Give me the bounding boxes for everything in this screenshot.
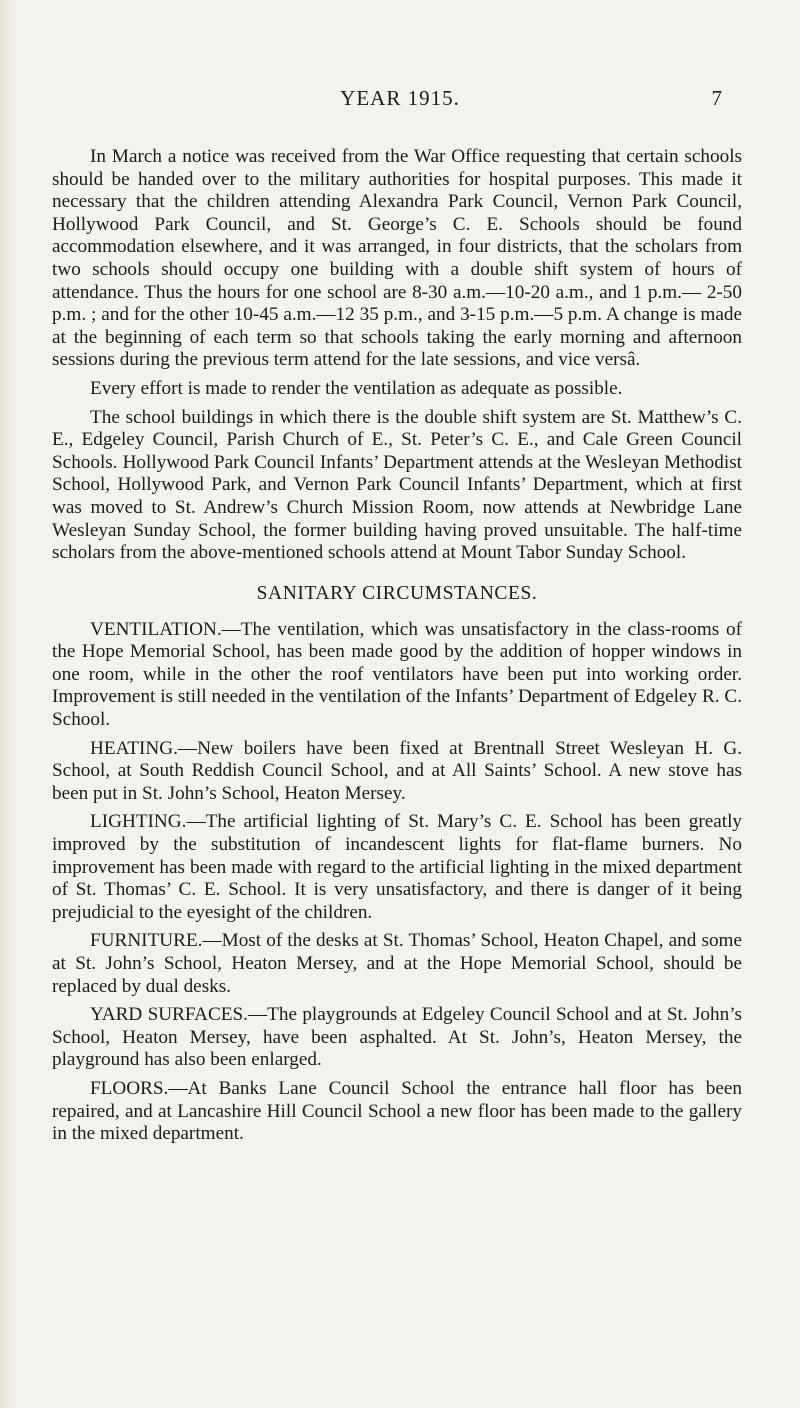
paragraph-heating: HEATING.—New boilers have been fixed at Brentnall Street Wesleyan H. G. School, at South Reddish Council School, and at All Saints’ School. A new stove has been put in St. John’s School, Heaton Mersey. bbox=[52, 737, 742, 804]
paragraph-lighting: LIGHTING.—The artificial lighting of St. Mary’s C. E. School has been greatly improved by the substitution of incandescent lights for flat-flame burners. No improvement has been made with regard to the artificial lighting in the mixed department of St. Thomas’ C. E. School. It is very unsatisfactory, and there is danger of it being prejudicial to the eyesight of the children. bbox=[52, 811, 742, 923]
section-heading-sanitary: SANITARY CIRCUMSTANCES. bbox=[256, 582, 538, 604]
page-header bbox=[0, 86, 800, 116]
paragraph-double-shift-schools: The school buildings in which there is the double shift system are St. Matthew’s C. E., Edgeley Council, Parish Church of E., St. Peter’s C. E., and Cale Green Council Schools. Hollywood Park Council Infants’ Department attends at the Wesleyan Methodist School, Hollywood Park, and Vernon Park Council Infants’ Department, which at first was moved to St. Andrew’s Church Mission Room, now attends at Newbridge Lane Wesleyan Sunday School, the former building having proved unsuitable. The half-time scholars from the above-mentioned schools attend at Mount Tabor Sunday School. bbox=[52, 406, 742, 564]
paragraph-ventilation: VENTILATION.—The ventilation, which was unsatisfactory in the class-rooms of the Hope Memorial School, has been made good by the addition of hopper windows in one room, while in the other the roof ventilators have been put into working order. Improvement is still needed in the ventilation of the Infants’ Department of Edgeley R. C. School. bbox=[52, 618, 742, 731]
paragraph-furniture: FURNITURE.—Most of the desks at St. Thomas’ School, Heaton Chapel, and some at St. John’s School, Heaton Mersey, and at the Hope Memorial School, should be replaced by dual desks. bbox=[52, 930, 742, 997]
paragraph-yard-surfaces: YARD SURFACES.—The playgrounds at Edgeley Council School and at St. John’s School, Heaton Mersey, have been asphalted. At St. John’s, Heaton Mersey, the playground has also been enlarged. bbox=[52, 1004, 742, 1071]
page-edge-shadow bbox=[0, 0, 14, 1408]
document-body bbox=[52, 146, 742, 1152]
paragraph-war-office-notice: In March a notice was received from the War Office requesting that certain schools should be handed over to the military authorities for hospital purposes. This made it necessary that the children attending Alexandra Park Council, Vernon Park Council, Hollywood Park Council, and St. George’s C. E. Schools should be found accommodation elsewhere, and it was arranged, in four districts, that the scholars from two schools should occupy one building with a double shift system of hours of attendance. Thus the hours for one school are 8-30 a.m.—10-20 a.m., and 1 p.m.— 2-50 p.m. ; and for the other 10-45 a.m.—12 35 p.m., and 3-15 p.m.—5 p.m. A change is made at the beginning of each term so that schools taking the early morning and afternoon sessions during the previous term attend for the late sessions, and vice versâ. bbox=[52, 146, 742, 371]
paragraph-ventilation-effort: Every effort is made to render the ventilation as adequate as possible. bbox=[90, 377, 623, 399]
running-head: YEAR 1915. bbox=[340, 86, 460, 110]
paragraph-floors: FLOORS.—At Banks Lane Council School the entrance hall floor has been repaired, and at Lancashire Hill Council School a new floor has been made to the gallery in the mixed department. bbox=[52, 1077, 742, 1145]
page-number: 7 bbox=[711, 86, 722, 110]
